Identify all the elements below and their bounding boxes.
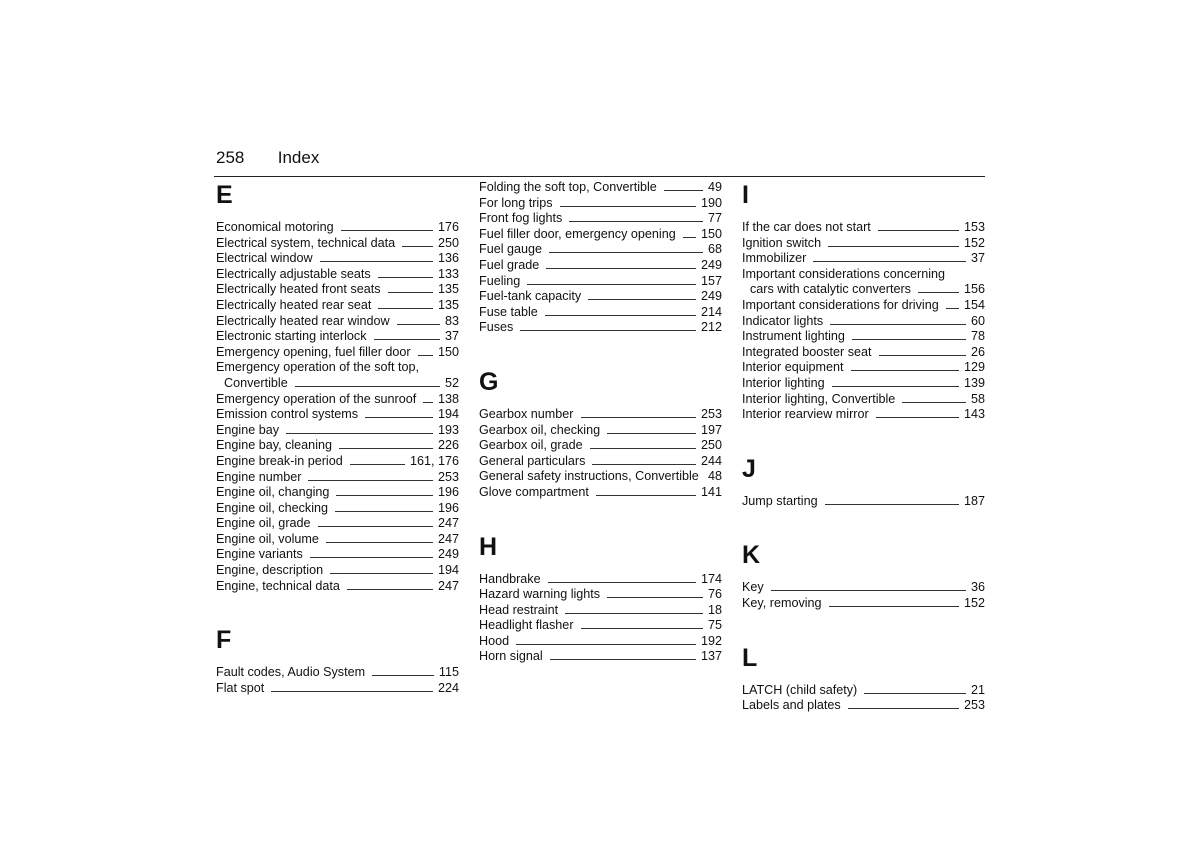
entry-label: Fault codes, Audio System — [216, 665, 366, 680]
entry-page-number: 194 — [437, 407, 459, 422]
leader-line — [423, 392, 433, 403]
section-letter: L — [742, 643, 758, 672]
leader-line — [588, 289, 696, 300]
entry-page-number: 176 — [437, 220, 459, 234]
entry-label: Engine oil, changing — [216, 485, 330, 500]
entry-page-number: 135 — [437, 282, 459, 297]
index-column-2 — [479, 180, 722, 665]
index-entry — [216, 665, 459, 681]
entry-page-number: 247 — [437, 531, 459, 546]
leader-line — [592, 454, 696, 465]
leader-line — [527, 274, 696, 285]
leader-line — [388, 282, 433, 293]
entry-page-number: 135 — [437, 297, 459, 312]
entry-page-number: 52 — [444, 375, 459, 390]
entry-label: Fuel filler door, emergency opening — [479, 226, 676, 241]
entry-page-number: 75 — [707, 618, 722, 633]
entry-label: Engine variants — [216, 547, 303, 562]
section-letter: G — [479, 367, 499, 396]
entry-label: Engine bay, cleaning — [216, 438, 332, 453]
entry-page-number: 249 — [437, 547, 459, 562]
entry-page-number: 250 — [437, 235, 459, 250]
entry-label: Gearbox oil, checking — [479, 422, 601, 437]
section-letter: I — [742, 181, 749, 209]
leader-line — [830, 314, 966, 325]
leader-line — [347, 579, 433, 590]
leader-line — [548, 572, 696, 583]
entry-label: Fueling — [479, 273, 521, 288]
index-entry — [742, 282, 985, 298]
entry-label: Fuel-tank capacity — [479, 289, 582, 304]
leader-line — [864, 683, 966, 694]
index-entry — [216, 360, 459, 376]
index-section — [742, 454, 985, 510]
entry-page-number: 253 — [963, 698, 985, 713]
entry-page-number: 174 — [700, 571, 722, 586]
entry-page-number: 68 — [707, 242, 722, 257]
index-section — [479, 180, 722, 336]
entry-label: Electrically heated rear seat — [216, 297, 372, 312]
leader-line — [378, 298, 433, 309]
entry-label: Front fog lights — [479, 211, 563, 226]
index-entry — [216, 236, 459, 252]
index-entry — [479, 407, 722, 423]
leader-line — [825, 494, 959, 505]
entry-page-number: 192 — [700, 633, 722, 648]
section-gap — [742, 612, 985, 643]
header-rule — [214, 176, 985, 177]
entry-label: Fuel grade — [479, 257, 540, 272]
entry-label: Electrical window — [216, 251, 313, 266]
index-entry — [742, 314, 985, 330]
index-entry — [216, 220, 459, 236]
entry-label: Hazard warning lights — [479, 587, 601, 602]
entry-label: Engine oil, checking — [216, 500, 329, 515]
index-entry — [216, 423, 459, 439]
leader-line — [339, 438, 433, 449]
entry-page-number: 154 — [963, 297, 985, 312]
entry-page-number: 253 — [700, 406, 722, 421]
entry-label: Important considerations for driving — [742, 297, 939, 312]
entry-page-number: 150 — [437, 344, 459, 359]
leader-line — [946, 298, 959, 309]
entry-label: Integrated booster seat — [742, 344, 872, 359]
entry-page-number: 150 — [700, 226, 722, 241]
index-entry — [216, 314, 459, 330]
entry-page-number: 129 — [963, 360, 985, 375]
entry-page-number: 37 — [970, 251, 985, 266]
entry-page-number: 250 — [700, 438, 722, 453]
entry-page-number: 58 — [970, 391, 985, 406]
entry-page-number: 137 — [700, 649, 722, 664]
leader-line — [318, 516, 433, 527]
index-entry — [742, 251, 985, 267]
entry-label: Engine number — [216, 469, 302, 484]
section-letter: K — [742, 541, 761, 570]
leader-line — [545, 305, 696, 316]
entry-page-number: 48 — [707, 469, 722, 484]
entry-page-number: 193 — [437, 422, 459, 437]
index-entry — [216, 392, 459, 408]
leader-line — [848, 698, 959, 709]
index-entry — [216, 547, 459, 563]
entry-page-number: 247 — [437, 578, 459, 593]
index-entry — [216, 470, 459, 486]
entry-label: Instrument lighting — [742, 329, 845, 344]
entry-label: Fuses — [479, 320, 514, 335]
index-section — [216, 180, 459, 594]
index-entry — [216, 282, 459, 298]
leader-line — [320, 251, 433, 262]
entry-label: Horn signal — [479, 649, 543, 664]
entry-label: Engine oil, volume — [216, 531, 319, 546]
entry-page-number: 36 — [970, 580, 985, 595]
entry-page-number: 156 — [963, 282, 985, 297]
index-entry — [216, 345, 459, 361]
index-entry — [479, 227, 722, 243]
leader-line — [326, 532, 433, 543]
entry-label: General safety instructions, Convertible — [479, 469, 699, 484]
entry-label: Immobilizer — [742, 251, 807, 266]
leader-line — [350, 454, 405, 465]
entry-label: Interior lighting — [742, 375, 825, 390]
leader-line — [879, 345, 966, 356]
entry-label: Emission control systems — [216, 407, 359, 422]
entry-page-number: 187 — [963, 493, 985, 508]
leader-line — [607, 423, 696, 434]
section-gap — [742, 423, 985, 454]
index-entry — [479, 423, 722, 439]
leader-line — [365, 407, 433, 418]
index-entry — [479, 634, 722, 650]
leader-line — [771, 580, 966, 591]
entry-page-number: 249 — [700, 289, 722, 304]
entry-page-number: 21 — [970, 682, 985, 697]
leader-line — [341, 220, 433, 231]
index-entry — [479, 258, 722, 274]
entry-label: Headlight flasher — [479, 618, 574, 633]
entry-label: Ignition switch — [742, 235, 822, 250]
index-entry — [216, 579, 459, 595]
leader-line — [516, 634, 696, 645]
entry-label: Interior lighting, Convertible — [742, 391, 896, 406]
index-entry — [479, 587, 722, 603]
entry-label: Electrically heated rear window — [216, 313, 390, 328]
leader-line — [546, 258, 696, 269]
index-entry — [479, 454, 722, 470]
entry-label: Emergency operation of the soft top, — [216, 360, 420, 375]
leader-line — [397, 314, 440, 325]
index-entry — [216, 485, 459, 501]
leader-line — [607, 587, 703, 598]
entry-label: Economical motoring — [216, 220, 334, 234]
entry-label: Emergency operation of the sunroof — [216, 391, 417, 406]
entry-page-number: 18 — [707, 602, 722, 617]
index-entry — [216, 516, 459, 532]
entry-label: cars with catalytic converters — [750, 282, 911, 297]
leader-line — [664, 180, 703, 191]
index-entry — [216, 532, 459, 548]
index-entry — [216, 267, 459, 283]
index-entry — [742, 580, 985, 596]
index-entry — [216, 298, 459, 314]
entry-page-number: 196 — [437, 485, 459, 500]
index-section — [742, 540, 985, 611]
entry-label: Electronic starting interlock — [216, 329, 367, 344]
index-entry — [479, 305, 722, 321]
entry-page-number: 253 — [437, 469, 459, 484]
index-entry — [479, 485, 722, 501]
entry-page-number: 226 — [437, 438, 459, 453]
index-entry — [742, 360, 985, 376]
entry-label: Interior rearview mirror — [742, 407, 869, 422]
entry-label: Important considerations concerning — [742, 266, 946, 281]
entry-label: Indicator lights — [742, 313, 824, 328]
index-column-3 — [742, 180, 985, 714]
entry-page-number: 49 — [707, 180, 722, 194]
section-letter: H — [479, 532, 498, 561]
leader-line — [310, 547, 433, 558]
section-letter: F — [216, 626, 232, 655]
entry-page-number: 152 — [963, 235, 985, 250]
entry-label: Flat spot — [216, 680, 265, 695]
entry-page-number: 247 — [437, 516, 459, 531]
entry-page-number: 214 — [700, 304, 722, 319]
entry-label: Electrically adjustable seats — [216, 266, 371, 281]
entry-label: For long trips — [479, 195, 553, 210]
index-entry — [742, 298, 985, 314]
index-entry — [216, 376, 459, 392]
index-entry — [479, 603, 722, 619]
entry-label: Folding the soft top, Convertible — [479, 180, 657, 194]
leader-line — [829, 596, 959, 607]
entry-page-number: 138 — [437, 391, 459, 406]
index-section — [479, 532, 722, 666]
leader-line — [596, 485, 696, 496]
leader-line — [330, 563, 433, 574]
leader-line — [565, 603, 703, 614]
entry-label: Labels and plates — [742, 698, 841, 713]
entry-label: Key — [742, 580, 764, 595]
index-entry — [479, 289, 722, 305]
index-entry — [479, 196, 722, 212]
leader-line — [851, 360, 959, 371]
entry-page-number: 157 — [700, 273, 722, 288]
leader-line — [918, 282, 959, 293]
entry-label: Electrically heated front seats — [216, 282, 381, 297]
entry-page-number: 78 — [970, 329, 985, 344]
entry-page-number: 249 — [700, 257, 722, 272]
leader-line — [832, 376, 959, 387]
entry-page-number: 37 — [444, 329, 459, 344]
index-entry — [479, 320, 722, 336]
leader-line — [683, 227, 696, 238]
entry-label: Jump starting — [742, 493, 818, 508]
entry-label: Engine, description — [216, 563, 324, 578]
entry-label: LATCH (child safety) — [742, 682, 858, 697]
index-entry — [216, 454, 459, 470]
leader-line — [550, 649, 696, 660]
entry-label: General particulars — [479, 453, 586, 468]
leader-line — [852, 329, 966, 340]
leader-line — [286, 423, 433, 434]
index-entry — [742, 345, 985, 361]
entry-page-number: 197 — [700, 422, 722, 437]
index-entry — [742, 683, 985, 699]
index-section — [479, 367, 722, 501]
entry-page-number: 153 — [963, 220, 985, 234]
leader-line — [549, 242, 703, 253]
index-entry — [479, 572, 722, 588]
section-gap — [479, 501, 722, 532]
leader-line — [902, 392, 966, 403]
index-entry — [479, 469, 722, 485]
leader-line — [378, 267, 433, 278]
entry-label: Engine, technical data — [216, 578, 340, 593]
entry-label: Engine break-in period — [216, 453, 343, 468]
index-entry — [216, 681, 459, 697]
section-letter: E — [216, 181, 233, 209]
leader-line — [402, 236, 433, 247]
index-entry — [479, 180, 722, 196]
entry-page-number: 161, 176 — [409, 453, 459, 468]
leader-line — [335, 501, 433, 512]
leader-line — [876, 407, 959, 418]
entry-label: Electrical system, technical data — [216, 235, 396, 250]
index-entry — [479, 438, 722, 454]
index-section — [742, 643, 985, 714]
leader-line — [271, 681, 433, 692]
leader-line — [813, 251, 966, 262]
leader-line — [569, 211, 703, 222]
entry-page-number: 77 — [707, 211, 722, 226]
entry-page-number: 115 — [438, 665, 459, 680]
index-entry — [742, 220, 985, 236]
index-entry — [216, 407, 459, 423]
leader-line — [581, 407, 696, 418]
entry-page-number: 196 — [437, 500, 459, 515]
entry-label: If the car does not start — [742, 220, 871, 234]
entry-label: Hood — [479, 633, 510, 648]
entry-label: Gearbox number — [479, 406, 574, 421]
index-entry — [742, 494, 985, 510]
entry-page-number: 136 — [437, 251, 459, 266]
entry-label: Glove compartment — [479, 484, 589, 499]
index-entry — [479, 618, 722, 634]
index-column-1 — [216, 180, 459, 696]
entry-page-number: 212 — [700, 320, 722, 335]
section-gap — [742, 509, 985, 540]
page-number: 258 — [216, 148, 245, 167]
entry-label: Convertible — [224, 375, 288, 390]
index-entry — [742, 596, 985, 612]
entry-label: Engine bay — [216, 422, 280, 437]
entry-page-number: 133 — [437, 266, 459, 281]
entry-label: Fuel gauge — [479, 242, 543, 257]
page-header — [216, 148, 319, 168]
leader-line — [828, 236, 959, 247]
leader-line — [590, 438, 696, 449]
entry-label: Fuse table — [479, 304, 538, 319]
entry-page-number: 83 — [444, 313, 459, 328]
index-entry — [742, 267, 985, 283]
index-entry — [216, 501, 459, 517]
section-gap — [216, 594, 459, 625]
leader-line — [520, 320, 696, 331]
entry-page-number: 141 — [700, 484, 722, 499]
index-section — [216, 625, 459, 696]
entry-label: Head restraint — [479, 602, 559, 617]
leader-line — [336, 485, 433, 496]
entry-label: Emergency opening, fuel filler door — [216, 344, 411, 359]
index-entry — [742, 392, 985, 408]
entry-label: Key, removing — [742, 595, 822, 610]
index-entry — [742, 698, 985, 714]
leader-line — [295, 376, 440, 387]
index-entry — [742, 329, 985, 345]
index-entry — [479, 649, 722, 665]
entry-page-number: 60 — [970, 313, 985, 328]
index-entry — [479, 274, 722, 290]
section-letter: J — [742, 454, 756, 483]
entry-label: Engine oil, grade — [216, 516, 311, 531]
leader-line — [418, 345, 433, 356]
index-section — [742, 180, 985, 423]
entry-page-number: 139 — [963, 375, 985, 390]
entry-page-number: 26 — [970, 344, 985, 359]
index-entry — [216, 438, 459, 454]
entry-page-number: 152 — [963, 595, 985, 610]
entry-page-number: 194 — [437, 563, 459, 578]
index-entry — [216, 329, 459, 345]
index-entry — [742, 407, 985, 423]
index-entry — [216, 251, 459, 267]
index-entry — [742, 236, 985, 252]
entry-page-number: 224 — [437, 680, 459, 695]
entry-page-number: 143 — [963, 407, 985, 422]
leader-line — [372, 665, 434, 676]
leader-line — [374, 329, 440, 340]
entry-page-number: 190 — [700, 195, 722, 210]
entry-label: Interior equipment — [742, 360, 844, 375]
leader-line — [560, 196, 696, 207]
entry-page-number: 76 — [707, 587, 722, 602]
entry-label: Gearbox oil, grade — [479, 438, 583, 453]
index-entry — [479, 211, 722, 227]
page-title: Index — [277, 148, 320, 167]
entry-label: Handbrake — [479, 571, 541, 586]
leader-line — [878, 220, 959, 231]
entry-page-number: 244 — [700, 453, 722, 468]
index-entry — [742, 376, 985, 392]
leader-line — [581, 618, 703, 629]
section-gap — [479, 336, 722, 367]
leader-line — [308, 470, 433, 481]
index-entry — [479, 242, 722, 258]
index-entry — [216, 563, 459, 579]
